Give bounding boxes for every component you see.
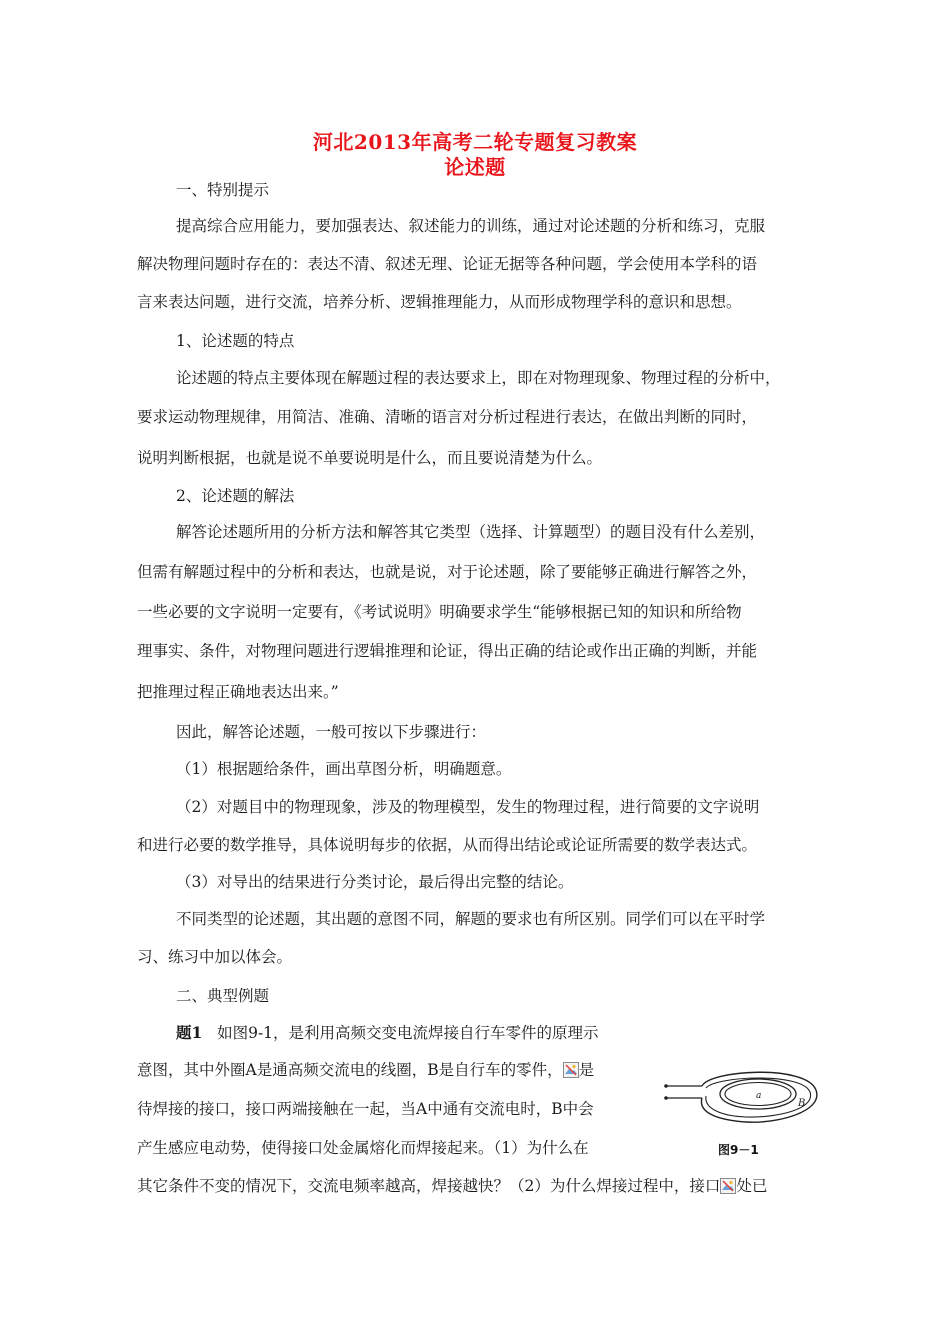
problem-line xyxy=(137,1060,594,1080)
figure-9-1 xyxy=(656,1060,824,1166)
figure-label-outer: B xyxy=(798,1098,806,1109)
problem-text: 处已 xyxy=(736,1177,768,1195)
paragraph-line: 言来表达问题，进行交流，培养分析、逻辑推理能力，从而形成物理学科的意识和思想。 xyxy=(137,293,742,311)
section-heading: 一、特别提示 xyxy=(176,181,270,199)
figure-label-inner: a xyxy=(756,1091,762,1101)
problem-text: 是 xyxy=(578,1061,595,1079)
problem-text: 意图，其中外圈A是通高频交流电的线圈，B是自行车的零件， xyxy=(137,1061,563,1079)
broken-image-icon xyxy=(720,1178,736,1194)
paragraph-line: 论述题的特点主要体现在解题过程的表达要求上，即在对物理现象、物理过程的分析中， xyxy=(176,369,781,387)
paragraph-line: 提高综合应用能力，要加强表达、叙述能力的训练，通过对论述题的分析和练习，克服 xyxy=(176,217,766,235)
problem-text: 其它条件不变的情况下，交流电频率越高，焊接越快？（2）为什么焊接过程中，接口 xyxy=(137,1177,721,1195)
problem-label: 题1 xyxy=(176,1023,203,1042)
section-heading: 二、典型例题 xyxy=(176,987,270,1005)
step-line: 和进行必要的数学推导，具体说明每步的依据，从而得出结论或论证所需要的数学表达式。 xyxy=(137,836,758,854)
subsection-heading: 2、论述题的解法 xyxy=(176,487,295,505)
figure-caption: 图9－1 xyxy=(718,1143,759,1157)
paragraph-line: 但需有解题过程中的分析和表达，也就是说，对于论述题，除了要能够正确进行解答之外， xyxy=(137,563,758,581)
problem-line: 待焊接的接口，接口两端接触在一起，当A中通有交流电时，B中会 xyxy=(137,1100,594,1118)
document-title: 河北2013年高考二轮专题复习教案 xyxy=(312,130,638,154)
paragraph-line: 不同类型的论述题，其出题的意图不同，解题的要求也有所区别。同学们可以在平时学 xyxy=(176,910,766,928)
coil-diagram xyxy=(656,1060,824,1166)
subsection-heading: 1、论述题的特点 xyxy=(176,332,295,350)
problem-line xyxy=(176,1023,599,1043)
paragraph-line: 说明判断根据，也就是说不单要说明是什么，而且要说清楚为什么。 xyxy=(137,449,603,467)
paragraph-line: 把推理过程正确地表达出来。” xyxy=(137,683,339,701)
step-line: （1）根据题给条件，画出草图分析，明确题意。 xyxy=(176,760,512,778)
paragraph-line: 理事实、条件，对物理问题进行逻辑推理和论证，得出正确的结论或作出正确的判断，并能 xyxy=(137,642,758,660)
step-line: （2）对题目中的物理现象，涉及的物理模型，发生的物理过程，进行简要的文字说明 xyxy=(176,798,760,816)
paragraph-line: 因此，解答论述题，一般可按以下步骤进行： xyxy=(176,723,487,741)
step-line: （3）对导出的结果进行分类讨论，最后得出完整的结论。 xyxy=(176,873,574,891)
paragraph-line: 解答论述题所用的分析方法和解答其它类型（选择、计算题型）的题目没有什么差别， xyxy=(176,523,766,541)
problem-text: 如图9-1，是利用高频交变电流焊接自行车零件的原理示 xyxy=(217,1024,599,1042)
broken-image-icon xyxy=(563,1062,579,1078)
document-subtitle: 论述题 xyxy=(444,155,506,179)
paragraph-line: 一些必要的文字说明一定要有，《考试说明》明确要求学生“能够根据已知的知识和所给物 xyxy=(137,603,742,621)
paragraph-line: 习、练习中加以体会。 xyxy=(137,948,293,966)
problem-line xyxy=(137,1176,767,1196)
paragraph-line: 解决物理问题时存在的：表达不清、叙述无理、论证无据等各种问题，学会使用本学科的语 xyxy=(137,255,758,273)
paragraph-line: 要求运动物理规律，用简洁、准确、清晰的语言对分析过程进行表达，在做出判断的同时， xyxy=(137,408,758,426)
problem-line: 产生感应电动势，使得接口处金属熔化而焊接起来。（1）为什么在 xyxy=(137,1139,589,1157)
